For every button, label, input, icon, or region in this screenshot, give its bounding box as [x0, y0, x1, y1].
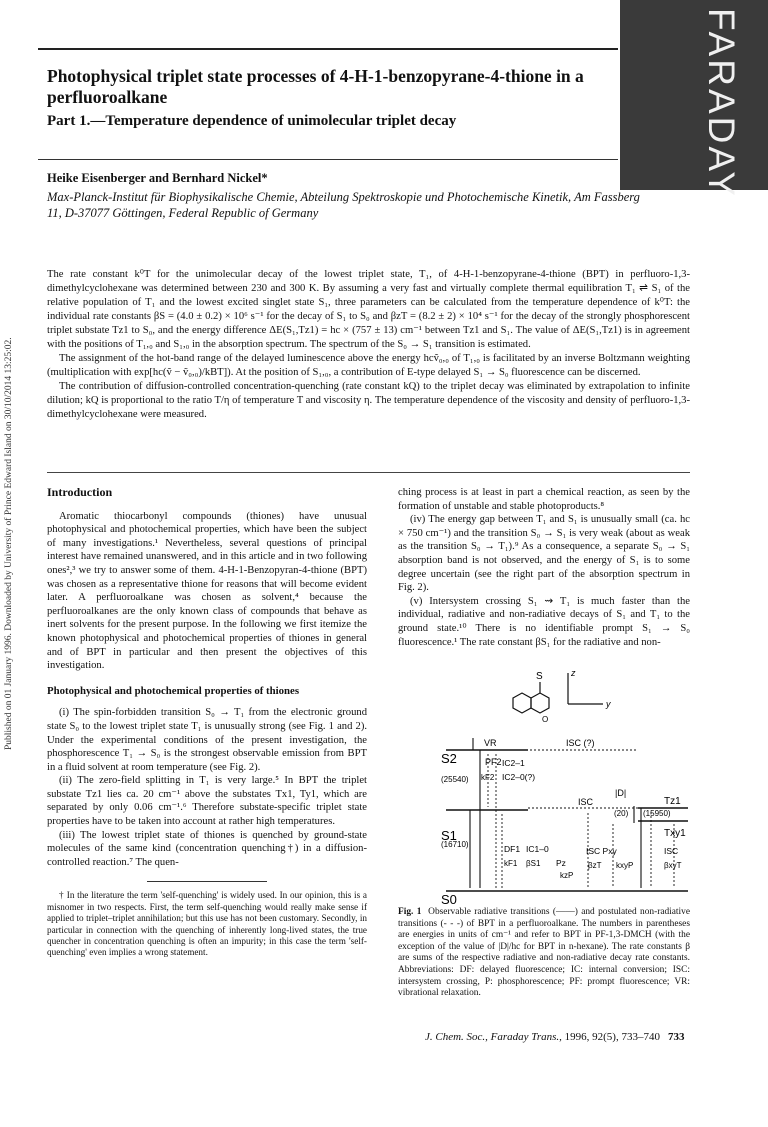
- isc-txy-label: ISC: [664, 846, 679, 856]
- energy-level-diagram: [438, 668, 698, 904]
- journal-citation: [425, 1031, 660, 1043]
- article-title: Photophysical triplet state processes of 4-H-1-benzopyrane-4-thione in a perfluoroalkane: [47, 66, 584, 107]
- pz-label: Pz: [556, 858, 566, 868]
- isc-s1-label: ISC: [578, 797, 594, 807]
- abstract-paragraph: The contribution of diffusion-controlled concentration-quenching (rate constant kQ) to the triplet decay was eliminated by extrapolation to infinite dilution; kQ is proportional to the ratio T/η of temperature T and viscosity η. The temperature dependence of the viscosity and density of perfluoro-1,3-dimethylcyclohexane were measured.: [47, 381, 690, 420]
- abstract-rule: [47, 472, 690, 473]
- abstract: [47, 268, 690, 422]
- footnote-rule: [147, 881, 267, 882]
- ic21-label: IC2–1: [502, 758, 525, 768]
- df1-label: DF1: [504, 844, 521, 854]
- s2-label: S2: [441, 751, 457, 766]
- intro-paragraph: Aromatic thiocarbonyl compounds (thiones) have unusual photophysical and photochemical properties, which have been the subject of many investigations.¹ Nevertheless, several questions of principal interest have remained unanswered, and in this article and in two following ones²,³ we try to answer some of them. 4-H-1-Benzopyran-4-thione (BPT) was chosen as a representative thione for reasons that will become evident later. A perfluoroalkane was chosen as solvent,⁴ because the perfluoroalkanes are the only known class of compounds that behave as inert solvents for the present purpose. In the following we first itemize the known photophysical and photochemical properties of thiones in general and of BPT in particular and then present the objectives of this investigation.: [47, 510, 367, 672]
- ic10-label: IC1–0: [526, 844, 549, 854]
- authors: Heike Eisenberger and Bernhard Nickel*: [47, 171, 268, 185]
- ic20-label: IC2–0(?): [502, 772, 536, 782]
- kpz-label: kzP: [560, 871, 574, 880]
- z-axis-label: z: [571, 668, 576, 678]
- abstract-paragraph: The assignment of the hot-band range of the delayed luminescence above the energy hcṽ₀,₀ of T₁,₀ is facilitated by an inverse Boltzmann weighting (multiplication with exp[hc(ṽ − ṽ₀,₀)/kBT]). At the position of S₁,₀, a contribution of E-type delayed S₁ → S₀ fluorescence can be discerned.: [47, 353, 690, 378]
- title-rule: [38, 159, 618, 160]
- page-number: 733: [668, 1031, 685, 1043]
- top-rule: [38, 48, 618, 50]
- s1-label: S1: [441, 828, 457, 843]
- affiliation: Max-Planck-Institut für Biophysikalische Chemie, Abteilung Spektroskopie und Photochemische Kinetik, Am Fassberg 11, D-37077 Göttingen, Federal Republic of Germany: [47, 190, 640, 220]
- sulfur-label: S: [536, 671, 543, 682]
- txy-label: Txy1: [664, 828, 686, 839]
- vr-label: VR: [484, 738, 497, 748]
- property-item: (iii) The lowest triplet state of thiones is quenched by ground-state molecules of the same kind (concentration quenching†) in a diffusion-controlled reaction.⁷ The quen-: [47, 829, 367, 868]
- kpxy-label: kxyP: [616, 861, 634, 870]
- property-item: (v) Intersystem crossing S₁ ⇝ T₁ is much faster than the individual, radiative and non-radiative decays of S₁ and T₁ to the ground state.¹⁰ There is no identifiable prompt S₁ → S₀ fluorescence.¹ The rate constant βS₁ for the radiative and non-: [398, 595, 690, 648]
- property-item: (iv) The energy gap between T₁ and S₁ is unusually small (ca. hc × 750 cm⁻¹) and the transition S₀ → S₁ is very weak (about as weak as the transition S₀ → T₁).⁹ As a consequence, a separate S₀ → S₁ absorption band is not observed, and the energy of S₁ is to some degree uncertain (see the right part of the absorption spectrum in Fig. 2).: [398, 514, 690, 594]
- right-column: [398, 486, 690, 649]
- zfs-label: |D|: [615, 788, 627, 798]
- property-item: (i) The spin-forbidden transition S₀ → T₁ from the electronic ground state S₀ to the lowest triplet state T₁ is unusually strong (see Fig. 1 and 2). Under the experimental conditions of the present investigation, the phosphorescence T₁ → S₀ is the strongest observable emission from BPT in a fluid solvent at room temperature (see Fig. 2).: [47, 707, 367, 773]
- caption-text: Observable radiative transitions (——) and postulated non-radiative transitions (- - -) of BPT in a perfluoroalkane. The numbers in parentheses are energies in units of cm⁻¹ and refer to BPT in PF-1,3-DMCH (with the exception of the value of |D|/hc for BPT in n-hexane). The rate constants β are sums of the respective radiative and non-radiative decay rate constants. Abbreviations: DF: delayed fluorescence; IC: internal conversion; ISC: intersystem crossing, P: phosphorescence; PF: prompt fluorescence; VR: vibrational relaxation.: [398, 907, 690, 999]
- tz-label: Tz1: [664, 796, 681, 807]
- zfs-energy: (20): [614, 809, 629, 818]
- faraday-tab: [620, 0, 768, 199]
- abstract-paragraph: The rate constant k⁰T for the unimolecular decay of the lowest triplet state, T₁, of 4-H-1-benzopyrane-4-thione (BPT) in perfluoro-1,3-dimethylcyclohexane was determined between 230 and 300 K. By assuming a very fast and virtually complete thermal equilibration T₁ ⇌ S₁ of the relative population of T₁ and the lowest excited singlet state S₁, three parameters can be calculated from the temperature dependence of k⁰T: the individual rate constants βS = (4.0 ± 0.2) × 10⁶ s⁻¹ for the decay of S₁ to S₀ and βzT = (8.2 ± 2) × 10⁴ s⁻¹ for the decay of the strongly phosphorescent triplet substate Tz1 to S₀, and the energy difference ΔE(S₁,Tz1) = hc × (757 ± 13) cm⁻¹ between Tz1 and S₁. The value of ΔE(S₁,Tz1) is in agreement with the positions of T₁,₀ and S₁,₀ in the absorption spectrum. The spectrum of the S₀ → S₁ transition is estimated.: [47, 269, 690, 350]
- triplet-energy: (15950): [643, 809, 671, 818]
- article-subtitle: Part 1.—Temperature dependence of unimolecular triplet decay: [47, 113, 457, 129]
- property-item: ching process is at least in part a chemical reaction, as seen by the formation of unstable and stable photoproducts.⁸: [398, 487, 690, 512]
- property-item: (ii) The zero-field splitting in T₁ is very large.⁵ In BPT the triplet substate Tz1 lies ca. 20 cm⁻¹ above the substates Tx1, Ty1, which are separated by only 0.06 cm⁻¹.⁶ Therefore substate-specific triplet state properties have to be taken into account at rather high temperatures.: [47, 775, 367, 828]
- figure-caption: [398, 907, 690, 1000]
- benzene-ring: [513, 693, 531, 713]
- footnote: † In the literature the term 'self-quenching' is widely used. In our opinion, this is a misnomer in two respects. First, the term self-quenching would really make sense if applied to triplet–triplet annihilation; but this use has not been customary. Secondly, in particular in connection with the quenching of inherently long-lived states, the true quencher in concentration quenching is often an impurity; in this case the term 'self-quenching' even implies a wrong statement.: [47, 890, 367, 958]
- pyran-ring: [531, 693, 549, 713]
- btz-label: βzT: [588, 861, 602, 870]
- s0-label: S0: [441, 892, 457, 904]
- subsection-heading: Photophysical and photochemical properties of thiones: [47, 684, 300, 697]
- left-column: [47, 486, 367, 959]
- s2-energy: (25540): [441, 775, 469, 784]
- kf2-label: kF2: [481, 773, 495, 782]
- pf2-label: PF2: [485, 757, 502, 767]
- journal-name: J. Chem. Soc., Faraday Trans.,: [425, 1031, 562, 1043]
- isc-s2-label: ISC (?): [566, 738, 595, 748]
- download-notice: Published on 01 January 1996. Downloaded by University of Prince Edward Island on 30/10/2014 13:25:02.: [4, 337, 14, 750]
- s1-energy: (16710): [441, 840, 469, 849]
- y-axis-label: y: [606, 699, 611, 709]
- btxy-label: βxyT: [664, 861, 682, 870]
- download-sidebar: [2, 230, 18, 750]
- faraday-logo-text: FARADAY: [701, 8, 742, 199]
- bs1-label: βS1: [526, 859, 541, 868]
- journal-volume: 1996, 92(5), 733–740: [561, 1031, 660, 1043]
- section-heading: Introduction: [47, 485, 113, 499]
- oxygen-label: O: [542, 715, 549, 724]
- isc-pxy-label: ISC Pxy: [586, 846, 617, 856]
- caption-label: Fig. 1: [398, 907, 422, 917]
- kf1-label: kF1: [504, 859, 518, 868]
